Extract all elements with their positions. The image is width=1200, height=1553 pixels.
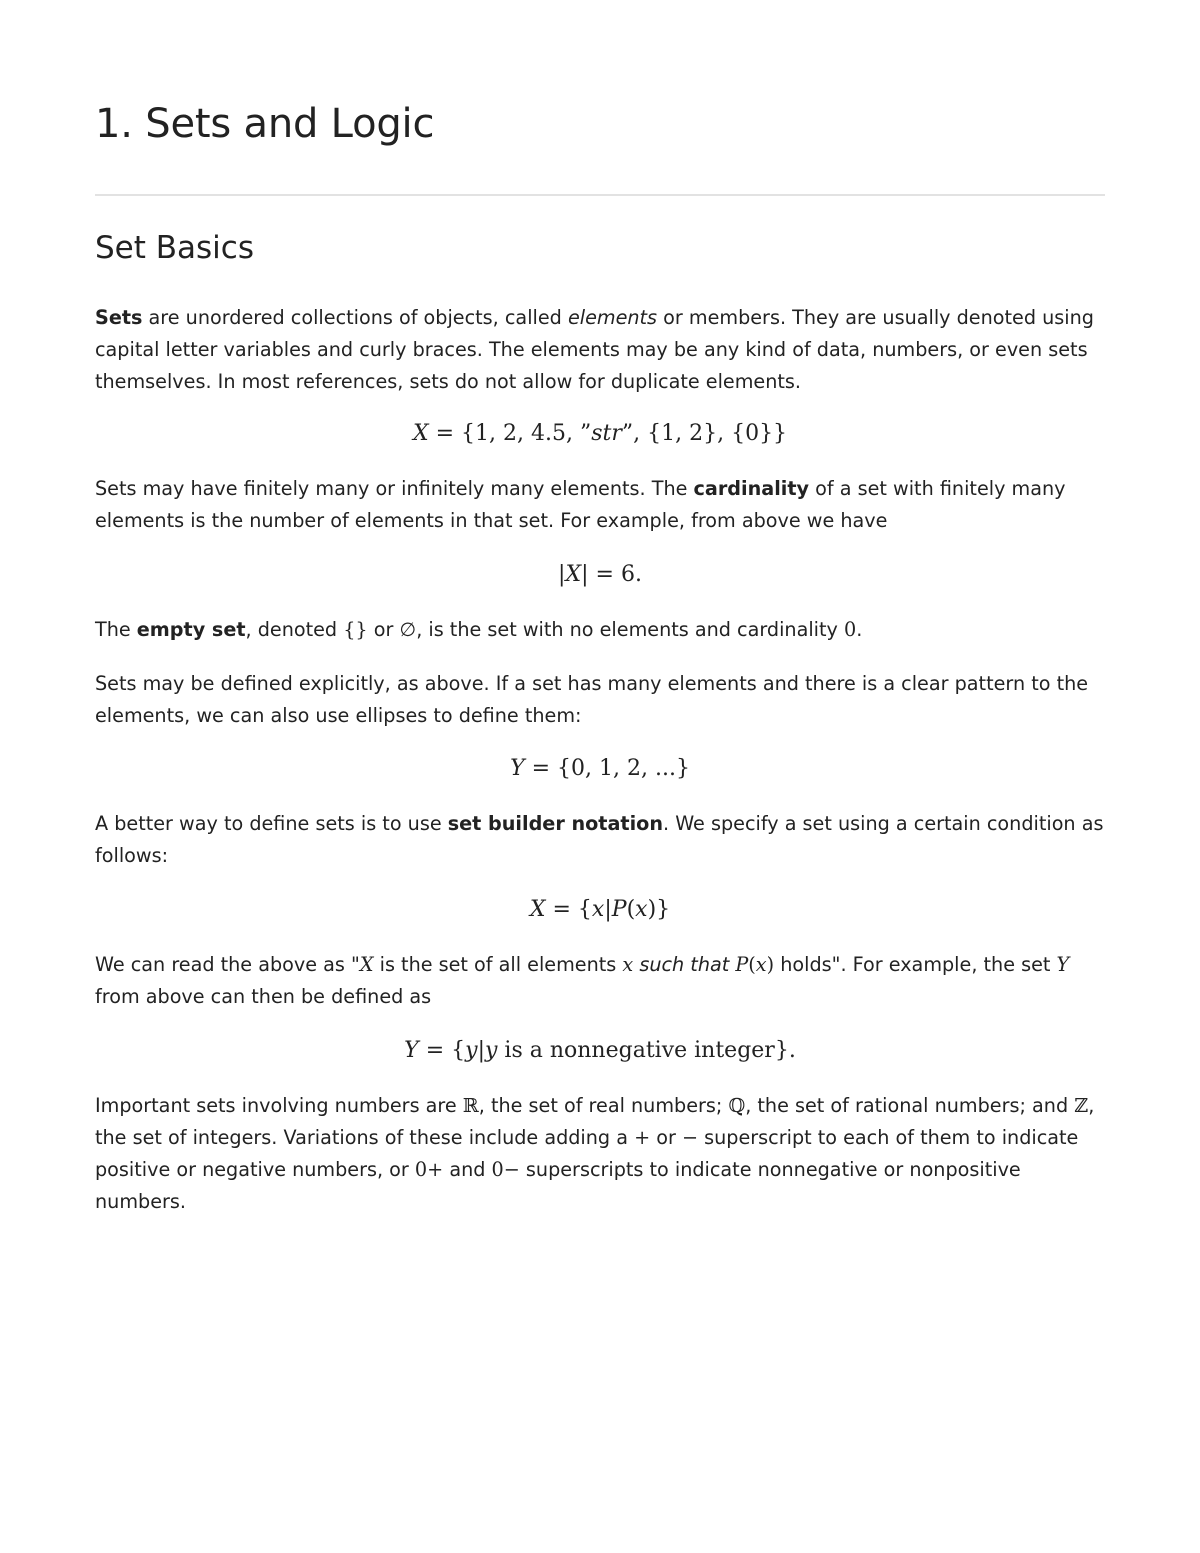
paragraph-sets-definition	[95, 302, 1105, 398]
equation-set-builder	[95, 894, 1105, 926]
page-title: 1. Sets and Logic	[95, 101, 435, 147]
math-var: x	[635, 897, 648, 922]
text-run: or	[367, 618, 400, 641]
math-run: (	[748, 953, 756, 976]
text-run: holds". For example, the set	[774, 953, 1057, 976]
paragraph-set-builder	[95, 808, 1105, 872]
text-run: . We specify a set using a certain condition as follows:	[95, 812, 1104, 867]
math-var: x	[622, 953, 634, 976]
math-run: )	[766, 953, 775, 976]
math-var: x	[591, 897, 605, 922]
text-run: We can read the above as "	[95, 953, 360, 976]
document-page	[95, 0, 1105, 1218]
paragraph-empty-set	[95, 614, 1105, 646]
math-run: (	[626, 897, 636, 922]
text-run: The	[95, 618, 137, 641]
text-run: .	[856, 618, 863, 641]
text-run: , the set of integers. Variations of these include adding a	[95, 1094, 1095, 1149]
math-run: ∅	[399, 618, 417, 641]
paragraph-cardinality	[95, 473, 1105, 537]
text-run: , the set of real numbers;	[478, 1094, 729, 1117]
text-run: from above can then be defined as	[95, 985, 432, 1008]
text-run: , is the set with no elements and cardinality	[416, 618, 844, 641]
math-var: Y	[1056, 953, 1070, 976]
math-var: Y	[404, 1038, 419, 1063]
math-run: 0+	[414, 1158, 444, 1181]
math-var: P	[611, 897, 627, 922]
paragraph-number-sets	[95, 1090, 1105, 1218]
equation-nonnegative-integers	[95, 1035, 1105, 1067]
text-run: of a set with finitely many elements is the number of elements in that set. For example, from above we have	[95, 477, 1066, 532]
text-run: , denoted	[245, 618, 344, 641]
math-run: {}	[343, 618, 368, 641]
text-run: superscripts to indicate nonnegative or nonpositive numbers.	[95, 1158, 1021, 1213]
term-set-builder: set builder notation	[447, 812, 664, 835]
math-run: |	[558, 562, 566, 587]
text-run: or members. They are usually denoted using capital letter variables and curly braces. The elements may be any kind of data, numbers, or even sets themselves. In most references, sets do not allow for duplicate elements.	[95, 306, 1094, 393]
term-empty-set: empty set	[136, 618, 246, 641]
equation-set-x	[95, 418, 1105, 450]
text-run: are unordered collections of objects, called	[142, 306, 568, 329]
math-run: +	[634, 1126, 651, 1149]
math-run: = {0, 1, 2, ...}	[524, 756, 690, 781]
math-run: |	[477, 1038, 485, 1063]
math-run: 0−	[491, 1158, 520, 1181]
phrase-such-that: such that	[639, 953, 730, 976]
math-var: P	[735, 953, 749, 976]
paragraph-read-above	[95, 949, 1105, 1013]
math-var: str	[591, 421, 622, 446]
term-sets: Sets	[95, 306, 143, 329]
section-heading: Set Basics	[95, 230, 254, 266]
math-run: ℝ	[462, 1094, 479, 1117]
math-run: = {	[418, 1038, 466, 1063]
math-run: ”, {1, 2}, {0}}	[621, 421, 788, 446]
math-var: y	[484, 1038, 498, 1063]
paragraph-ellipses: Sets may be defined explicitly, as above. If a set has many elements and there is a clear pattern to the elements, we can also use ellipses to define them:	[95, 672, 1089, 727]
math-var: y	[465, 1038, 478, 1063]
text-run: Important sets involving numbers are	[95, 1094, 463, 1117]
math-run: )}	[647, 897, 671, 922]
text-run: A better way to define sets is to use	[95, 812, 448, 835]
math-run: }.	[774, 1038, 796, 1063]
equation-set-y	[95, 753, 1105, 785]
math-run: |	[604, 897, 612, 922]
text-run: Sets may have finitely many or infinitely many elements. The	[95, 477, 694, 500]
title-divider	[95, 194, 1105, 196]
math-run: = {	[545, 897, 592, 922]
equation-cardinality	[95, 559, 1105, 591]
math-var: Y	[510, 756, 525, 781]
math-var: X	[565, 562, 582, 587]
math-run: = {1, 2, 4.5, ”	[428, 421, 592, 446]
text-run: is the set of all elements	[373, 953, 623, 976]
math-run: is a nonnegative integer	[497, 1038, 775, 1063]
math-run: −	[681, 1126, 699, 1149]
math-var: X	[359, 953, 374, 976]
term-cardinality: cardinality	[693, 477, 810, 500]
math-var: X	[529, 897, 546, 922]
math-run: ℚ	[728, 1094, 746, 1117]
math-run: | = 6.	[581, 562, 642, 587]
text-run: and	[443, 1158, 492, 1181]
text-run: , the set of rational numbers; and	[745, 1094, 1075, 1117]
math-run: ℤ	[1074, 1094, 1089, 1117]
text-run: superscript to each of them to indicate positive or negative numbers, or	[95, 1126, 1079, 1181]
math-var: X	[412, 421, 429, 446]
term-elements: elements	[567, 306, 658, 329]
math-var: x	[755, 953, 767, 976]
text-run: or	[650, 1126, 682, 1149]
math-run: 0	[843, 618, 857, 641]
